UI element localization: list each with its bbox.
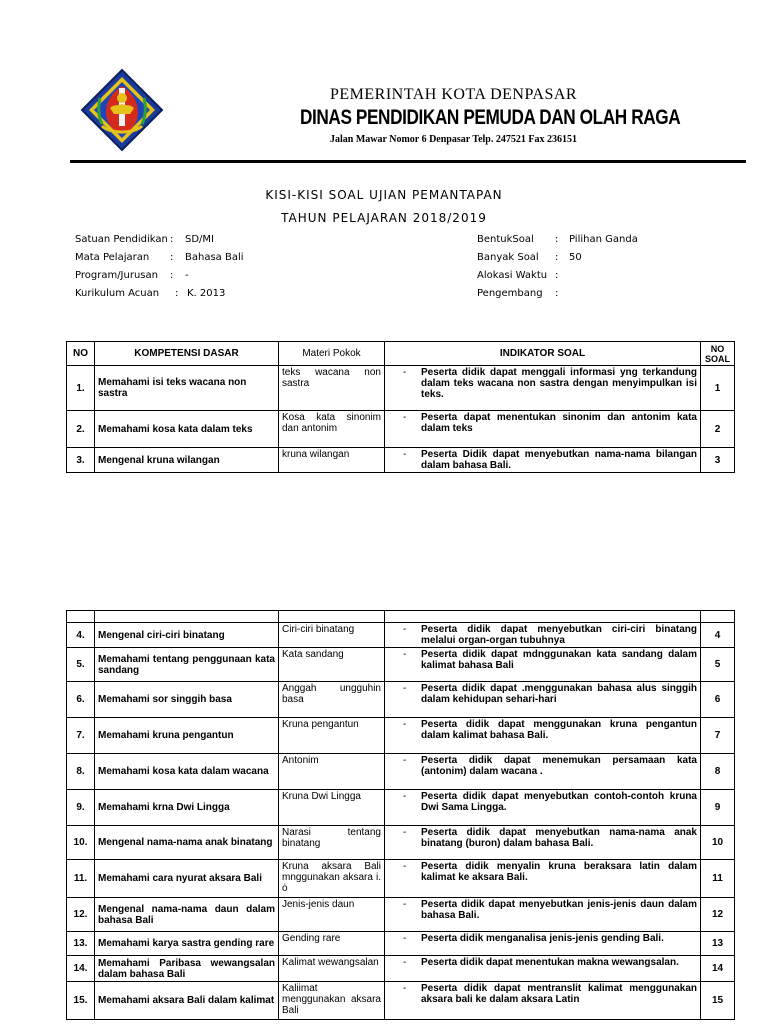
meta-label: Pengembang xyxy=(477,288,543,299)
row-no: 7. xyxy=(67,718,95,754)
row-kompetensi: Mengenal nama-nama anak binatang xyxy=(95,826,279,860)
table-row xyxy=(67,982,735,1020)
row-no-soal: 15 xyxy=(701,982,735,1020)
meta-colon: : xyxy=(175,288,179,299)
indikator-text: Peserta didik dapat menggunakan kruna pengantun dalam kalimat bahasa Bali. xyxy=(421,719,697,741)
header-kompetensi-dasar: KOMPETENSI DASAR xyxy=(95,342,279,366)
empty-cell xyxy=(67,611,95,623)
row-indikator xyxy=(385,826,701,860)
indikator-text: Peserta didik dapat menggali informasi yng terkandung dalam teks wacana non sastra dengan menyimpulkan isi teks. xyxy=(421,367,697,400)
row-no-soal: 6 xyxy=(701,682,735,718)
table-row xyxy=(67,754,735,790)
row-no: 6. xyxy=(67,682,95,718)
row-no: 1. xyxy=(67,366,95,411)
indikator-text: Peserta didik dapat .menggunakan bahasa alus singgih dalam kehidupan sehari-hari xyxy=(421,683,697,705)
meta-label: Kurikulum Acuan xyxy=(75,288,160,299)
table-header-row xyxy=(67,342,735,366)
table-row xyxy=(67,790,735,826)
indikator-text: Peserta didik dapat menyebutkan jenis-jenis daun dalam bahasa Bali. xyxy=(421,899,697,921)
row-no: 8. xyxy=(67,754,95,790)
meta-colon: : xyxy=(170,270,174,281)
table-row xyxy=(67,956,735,982)
dash: - xyxy=(403,861,407,872)
row-indikator xyxy=(385,366,701,411)
row-materi: Kalimat wewangsalan xyxy=(279,956,385,982)
row-kompetensi: Memahami krna Dwi Lingga xyxy=(95,790,279,826)
row-kompetensi: Memahami karya sastra gending rare xyxy=(95,932,279,956)
dash: - xyxy=(403,933,407,944)
meta-left xyxy=(75,234,375,304)
row-indikator xyxy=(385,648,701,682)
row-no: 4. xyxy=(67,623,95,648)
row-no-soal: 12 xyxy=(701,898,735,932)
indikator-text: Peserta Didik dapat menyebutkan nama-nama bilangan dalam bahasa Bali. xyxy=(421,449,697,471)
row-materi: Kruna pengantun xyxy=(279,718,385,754)
row-indikator xyxy=(385,860,701,898)
meta-colon: : xyxy=(555,288,559,299)
indikator-text: Peserta dapat menentukan sinonim dan antonim kata dalam teks xyxy=(421,412,697,434)
row-materi: Kata sandang xyxy=(279,648,385,682)
indikator-text: Peserta didik dapat mdnggunakan kata sandang dalam kalimat bahasa Bali xyxy=(421,649,697,671)
indikator-text: Peserta didik dapat menyebutkan nama-nama anak binatang (buron) dalam bahasa Bali. xyxy=(421,827,697,849)
row-materi: Kaliimat menggunakan aksara Bali xyxy=(279,982,385,1020)
table-row xyxy=(67,648,735,682)
document-subtitle: TAHUN PELAJARAN 2018/2019 xyxy=(281,211,487,225)
kisi-kisi-table-page1 xyxy=(66,341,735,473)
header-no: NO xyxy=(67,342,95,366)
table-row xyxy=(67,682,735,718)
table-row xyxy=(67,366,735,411)
row-no: 5. xyxy=(67,648,95,682)
row-materi: kruna wilangan xyxy=(279,448,385,473)
agency-name: DINAS PENDIDIKAN PEMUDA DAN OLAH RAGA xyxy=(300,106,681,129)
row-no: 11. xyxy=(67,860,95,898)
indikator-text: Peserta didik dapat menemukan persamaan kata (antonim) dalam wacana . xyxy=(421,755,697,777)
meta-label: BentukSoal xyxy=(477,234,534,245)
table-row xyxy=(67,932,735,956)
table-row xyxy=(67,411,735,448)
kisi-kisi-table-page2 xyxy=(66,610,735,1020)
meta-value: Pilihan Ganda xyxy=(569,234,638,245)
row-materi: Ciri-ciri binatang xyxy=(279,623,385,648)
row-indikator xyxy=(385,623,701,648)
header-divider xyxy=(70,160,746,163)
row-no-soal: 4 xyxy=(701,623,735,648)
row-kompetensi: Memahami Paribasa wewangsalan dalam bahasa Bali xyxy=(95,956,279,982)
row-no-soal: 11 xyxy=(701,860,735,898)
row-materi: teks wacana non sastra xyxy=(279,366,385,411)
row-no-soal: 13 xyxy=(701,932,735,956)
dash: - xyxy=(403,412,407,423)
table-spacer-row xyxy=(67,611,735,623)
dash: - xyxy=(403,367,407,378)
meta-label: Alokasi Waktu xyxy=(477,270,548,281)
row-no: 9. xyxy=(67,790,95,826)
dash: - xyxy=(403,957,407,968)
government-name: PEMERINTAH KOTA DENPASAR xyxy=(330,86,578,103)
row-materi: Narasi tentang binatang xyxy=(279,826,385,860)
row-no-soal: 9 xyxy=(701,790,735,826)
row-indikator xyxy=(385,411,701,448)
letterhead xyxy=(0,0,768,170)
empty-cell xyxy=(385,611,701,623)
row-no-soal: 8 xyxy=(701,754,735,790)
row-no-soal: 7 xyxy=(701,718,735,754)
row-indikator xyxy=(385,982,701,1020)
row-no: 3. xyxy=(67,448,95,473)
meta-colon: : xyxy=(555,252,559,263)
row-no-soal: 3 xyxy=(701,448,735,473)
dash: - xyxy=(403,683,407,694)
dash: - xyxy=(403,983,407,994)
meta-label: Satuan Pendidikan xyxy=(75,234,168,245)
row-indikator xyxy=(385,956,701,982)
header-indikator-soal: INDIKATOR SOAL xyxy=(385,342,701,366)
meta-colon: : xyxy=(555,234,559,245)
table-row xyxy=(67,623,735,648)
denpasar-emblem-logo xyxy=(80,68,164,152)
header-materi-pokok: Materi Pokok xyxy=(279,342,385,366)
row-no-soal: 5 xyxy=(701,648,735,682)
row-no: 15. xyxy=(67,982,95,1020)
row-materi: Kruna aksara Bali mnggunakan aksara i. ȯ xyxy=(279,860,385,898)
row-materi: Anggah ungguhin basa xyxy=(279,682,385,718)
row-materi: Antonim xyxy=(279,754,385,790)
row-materi: Kruna Dwi Lingga xyxy=(279,790,385,826)
row-no-soal: 14 xyxy=(701,956,735,982)
dash: - xyxy=(403,791,407,802)
row-kompetensi: Mengenal ciri-ciri binatang xyxy=(95,623,279,648)
indikator-text: Peserta didik dapat mentranslit kalimat menggunakan aksara bali ke dalam aksara Latin xyxy=(421,983,697,1005)
row-kompetensi: Memahami kosa kata dalam wacana xyxy=(95,754,279,790)
dash: - xyxy=(403,899,407,910)
dash: - xyxy=(403,755,407,766)
row-indikator xyxy=(385,448,701,473)
row-no: 12. xyxy=(67,898,95,932)
meta-colon: : xyxy=(170,234,174,245)
meta-value: K. 2013 xyxy=(187,288,226,299)
table-row xyxy=(67,860,735,898)
row-indikator xyxy=(385,790,701,826)
indikator-text: Peserta didik dapat menyebutkan ciri-ciri binatang melalui organ-organ tubuhnya xyxy=(421,624,697,646)
table-row xyxy=(67,718,735,754)
row-indikator xyxy=(385,932,701,956)
row-kompetensi: Memahami isi teks wacana non sastra xyxy=(95,366,279,411)
indikator-text: Peserta didik dapat menyebutkan contoh-contoh kruna Dwi Sama Lingga. xyxy=(421,791,697,813)
dash: - xyxy=(403,449,407,460)
row-kompetensi: Memahami kruna pengantun xyxy=(95,718,279,754)
row-indikator xyxy=(385,754,701,790)
row-kompetensi: Memahami kosa kata dalam teks xyxy=(95,411,279,448)
indikator-text: Peserta didik menganalisa jenis-jenis gending Bali. xyxy=(421,933,664,944)
row-indikator xyxy=(385,718,701,754)
row-no-soal: 10 xyxy=(701,826,735,860)
meta-right xyxy=(477,234,727,304)
meta-label: Program/Jurusan xyxy=(75,270,158,281)
row-kompetensi: Mengenal nama-nama daun dalam bahasa Bali xyxy=(95,898,279,932)
header-no-soal: NO SOAL xyxy=(701,342,735,366)
indikator-text: Peserta didik dapat menentukan makna wewangsalan. xyxy=(421,957,679,968)
meta-value: - xyxy=(185,270,189,281)
row-kompetensi: Mengenal kruna wilangan xyxy=(95,448,279,473)
row-indikator xyxy=(385,898,701,932)
row-kompetensi: Memahami cara nyurat aksara Bali xyxy=(95,860,279,898)
dash: - xyxy=(403,624,407,635)
table-row xyxy=(67,448,735,473)
empty-cell xyxy=(95,611,279,623)
row-materi: Gending rare xyxy=(279,932,385,956)
row-kompetensi: Memahami sor singgih basa xyxy=(95,682,279,718)
dash: - xyxy=(403,827,407,838)
row-kompetensi: Memahami aksara Bali dalam kalimat xyxy=(95,982,279,1020)
meta-colon: : xyxy=(170,252,174,263)
dash: - xyxy=(403,719,407,730)
dash: - xyxy=(403,649,407,660)
row-no-soal: 2 xyxy=(701,411,735,448)
meta-label: Banyak Soal xyxy=(477,252,539,263)
agency-address: Jalan Mawar Nomor 6 Denpasar Telp. 247521 Fax 236151 xyxy=(330,134,577,145)
row-materi: Kosa kata sinonim dan antonim xyxy=(279,411,385,448)
empty-cell xyxy=(279,611,385,623)
row-materi: Jenis-jenis daun xyxy=(279,898,385,932)
row-kompetensi: Memahami tentang penggunaan kata sandang xyxy=(95,648,279,682)
row-no: 14. xyxy=(67,956,95,982)
document-title: KISI-KISI SOAL UJIAN PEMANTAPAN xyxy=(265,188,503,202)
empty-cell xyxy=(701,611,735,623)
table-row xyxy=(67,826,735,860)
meta-value: SD/MI xyxy=(185,234,214,245)
meta-label: Mata Pelajaran xyxy=(75,252,150,263)
meta-value: 50 xyxy=(569,252,582,263)
table-row xyxy=(67,898,735,932)
row-no: 10. xyxy=(67,826,95,860)
indikator-text: Peserta didik menyalin kruna beraksara latin dalam kalimat ke aksara Bali. xyxy=(421,861,697,883)
row-no-soal: 1 xyxy=(701,366,735,411)
row-indikator xyxy=(385,682,701,718)
meta-colon: : xyxy=(555,270,559,281)
meta-value: Bahasa Bali xyxy=(185,252,244,263)
row-no: 13. xyxy=(67,932,95,956)
row-no: 2. xyxy=(67,411,95,448)
